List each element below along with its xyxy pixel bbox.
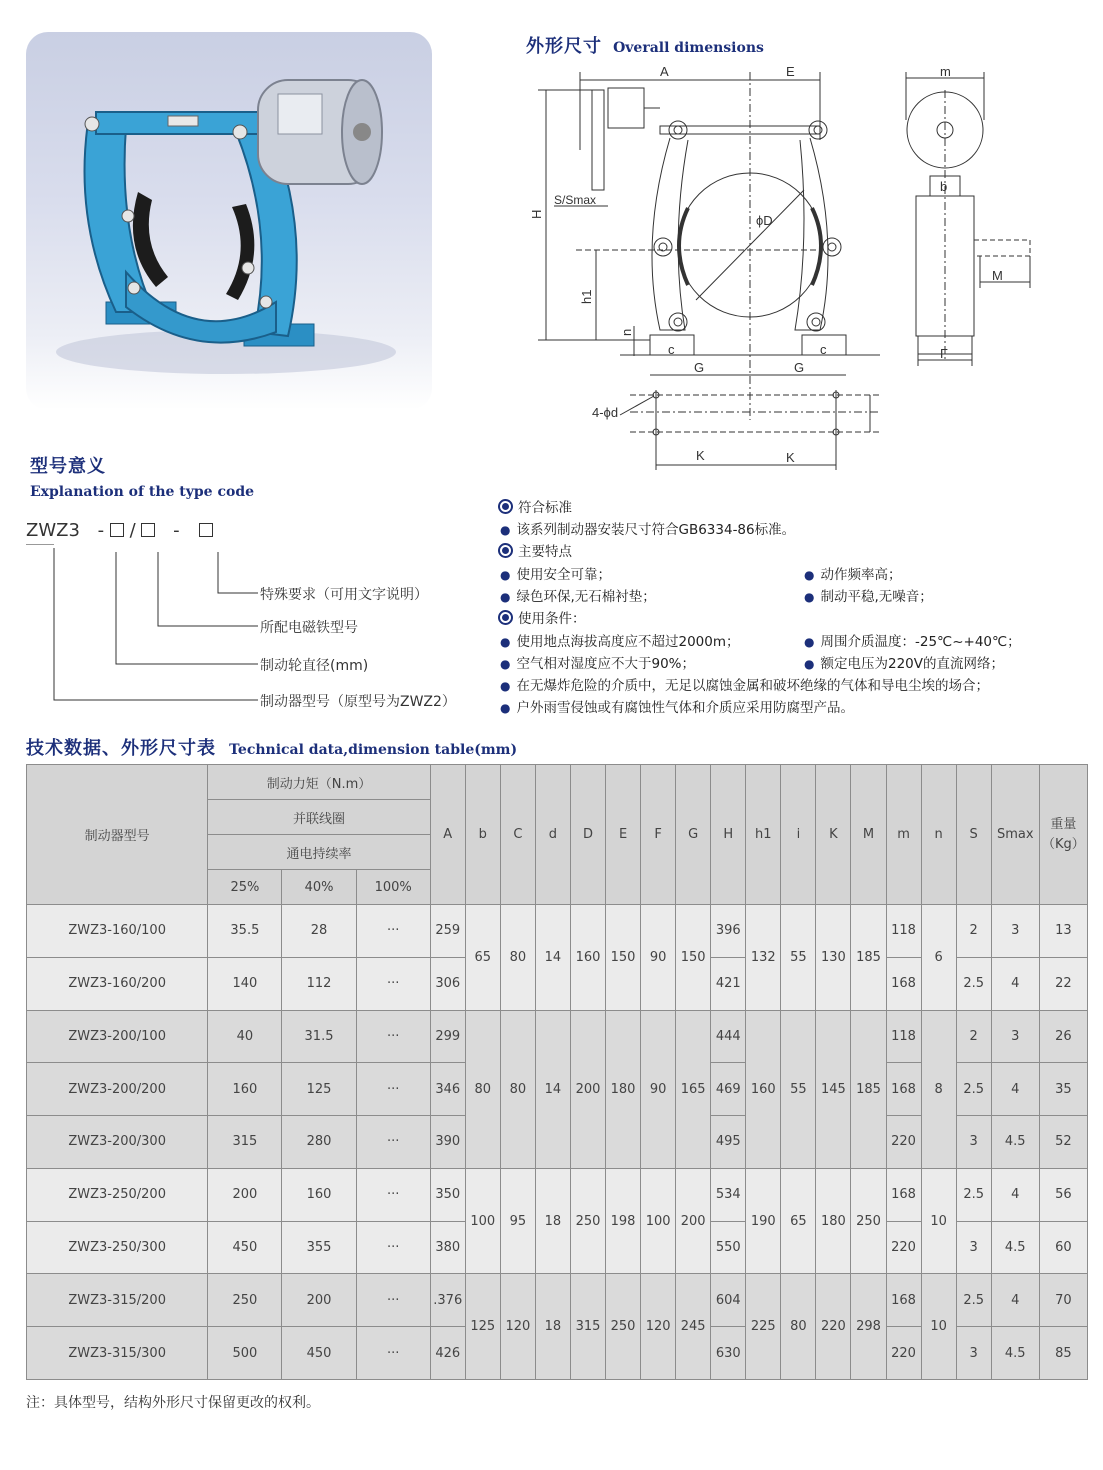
condition-voltage: ● 额定电压为220V的直流网络；	[804, 652, 1004, 672]
table-row: ZWZ3-250/300 450 355 ··· 380 550 220 3 4.5 60	[27, 1221, 1088, 1274]
header-duty-100: 100%	[356, 870, 430, 905]
features-heading: 主要特点	[498, 540, 572, 560]
header-dim-b: b	[465, 765, 500, 905]
dimensions-heading	[526, 32, 764, 58]
header-duty-25: 25%	[208, 870, 282, 905]
table-row: ZWZ3-160/100 35.5 28 ··· 259 65 80 14 160 150 90 150 396 132 55 130 185 118 6 2 3 13	[27, 905, 1088, 958]
type-code-item-diameter: 制动轮直径(mm)	[260, 658, 369, 674]
dim-label-holes: 4-ϕd	[592, 405, 619, 420]
technical-data-table	[26, 764, 1088, 1380]
header-dim-smax: Smax	[991, 765, 1039, 905]
type-code-sep3: -	[173, 520, 180, 541]
dim-label-h: H	[529, 209, 544, 219]
table-row: ZWZ3-200/200 160 125 ··· 346 469 168 2.5 4 35	[27, 1063, 1088, 1116]
header-dim-m: m	[886, 765, 921, 905]
header-dim-i: i	[781, 765, 816, 905]
header-dim-g: G	[676, 765, 711, 905]
dim-label-e: E	[786, 64, 795, 79]
header-dim-d-small: d	[535, 765, 570, 905]
header-dim-s: S	[956, 765, 991, 905]
dim-label-k-right: K	[786, 450, 795, 465]
type-code-prefix: ZWZ3	[26, 520, 80, 541]
header-dim-e: E	[606, 765, 641, 905]
condition-humidity: ● 空气相对湿度应不大于90%；	[500, 652, 695, 672]
table-row: ZWZ3-250/200 200 160 ··· 350 100 95 18 250 198 100 200 534 190 65 180 250 168 10 2.5 4 56	[27, 1168, 1088, 1221]
type-code-item-model: 制动器型号（原型号为ZWZ2）	[260, 694, 456, 710]
header-dim-h: H	[711, 765, 746, 905]
condition-outdoor: ● 户外雨雪侵蚀或有腐蚀性气体和介质应采用防腐型产品。	[500, 696, 854, 716]
conditions-heading: 使用条件：	[498, 607, 586, 627]
header-model: 制动器型号	[27, 765, 208, 905]
type-code-leader-lines	[26, 544, 266, 714]
condition-altitude: ● 使用地点海拔高度应不超过2000m；	[500, 630, 740, 650]
dim-label-a: A	[660, 64, 669, 79]
dim-label-g-left: G	[694, 360, 705, 375]
feature-smooth: ● 制动平稳,无噪音；	[804, 585, 933, 605]
standard-text: ● 该系列制动器安装尺寸符合GB6334-86标准。	[500, 518, 795, 538]
dimension-drawing	[520, 60, 1090, 480]
type-code-box-magnet	[141, 523, 155, 537]
type-code-heading	[30, 452, 254, 500]
type-code-box-special	[199, 523, 213, 537]
table-row: ZWZ3-315/200 250 200 ··· .376 125 120 18 315 250 120 245 604 225 80 220 298 168 10 2.5 4 70	[27, 1274, 1088, 1327]
header-duty: 通电持续率	[208, 835, 430, 870]
dim-label-k-left: K	[696, 448, 705, 463]
header-dim-d: D	[570, 765, 605, 905]
dim-label-g-right: G	[794, 360, 805, 375]
type-code-title-en: Explanation of the type code	[30, 484, 255, 500]
dim-label-c-left: c	[668, 342, 675, 357]
header-dim-k: K	[816, 765, 851, 905]
type-code-sep2: /	[129, 520, 136, 541]
header-dim-n: n	[921, 765, 956, 905]
table-row: ZWZ3-200/300 315 280 ··· 390 495 220 3 4.5 52	[27, 1116, 1088, 1169]
table-title-cn: 技术数据、外形尺寸表	[26, 738, 216, 759]
header-dim-h1: h1	[746, 765, 781, 905]
table-title-en: Technical data,dimension table(mm)	[229, 742, 518, 758]
type-code-pattern	[26, 520, 213, 541]
table-row: ZWZ3-200/100 40 31.5 ··· 299 80 80 14 200 180 90 165 444 160 55 145 185 118 8 2 3 26	[27, 1010, 1088, 1063]
header-dim-f: F	[641, 765, 676, 905]
ring-icon	[498, 610, 513, 625]
header-weight: 重量（Kg）	[1039, 765, 1087, 905]
dim-label-h1: h1	[579, 289, 594, 304]
header-dim-c: C	[500, 765, 535, 905]
dim-label-s: S/Smax	[554, 193, 597, 207]
type-code-item-special: 特殊要求（可用文字说明）	[260, 587, 428, 603]
ring-icon	[498, 543, 513, 558]
footnote: 注：具体型号，结构外形尺寸保留更改的权利。	[26, 1395, 320, 1411]
dim-label-n: n	[619, 328, 634, 336]
header-dim-m-big: M	[851, 765, 886, 905]
header-torque: 制动力矩（N.m）	[208, 765, 430, 800]
table-row: ZWZ3-315/300 500 450 ··· 426 630 220 3 4.5 85	[27, 1327, 1088, 1380]
product-photo	[26, 32, 432, 410]
header-coil: 并联线圈	[208, 800, 430, 835]
type-code-item-magnet: 所配电磁铁型号	[260, 620, 358, 636]
dim-label-d: ϕD	[756, 213, 773, 228]
header-dim-a: A	[430, 765, 465, 905]
condition-environment: ● 在无爆炸危险的介质中，无足以腐蚀金属和破坏绝缘的气体和导电尘埃的场合；	[500, 674, 989, 694]
type-code-title-cn: 型号意义	[30, 456, 106, 477]
dim-label-b: b	[940, 179, 948, 194]
header-duty-40: 40%	[282, 870, 356, 905]
standard-heading: 符合标准	[498, 496, 572, 516]
dim-label-f: F	[940, 346, 948, 361]
dim-label-m-big: M	[992, 268, 1003, 283]
dimensions-title-en: Overall dimensions	[613, 40, 764, 56]
ring-icon	[498, 499, 513, 514]
table-heading	[26, 734, 517, 760]
dim-label-m: m	[940, 64, 951, 79]
feature-green: ● 绿色环保,无石棉衬垫；	[500, 585, 656, 605]
feature-frequency: ● 动作频率高；	[804, 563, 901, 583]
feature-safe: ● 使用安全可靠；	[500, 563, 611, 583]
dim-label-c-right: c	[820, 342, 827, 357]
condition-temperature: ● 周围介质温度：-25℃~+40℃；	[804, 630, 1021, 650]
type-code-sep1: -	[97, 520, 105, 541]
type-code-box-diameter	[110, 523, 124, 537]
table-row: ZWZ3-160/200 140 112 ··· 306 421 168 2.5 4 22	[27, 957, 1088, 1010]
dimensions-title-cn: 外形尺寸	[526, 36, 602, 57]
